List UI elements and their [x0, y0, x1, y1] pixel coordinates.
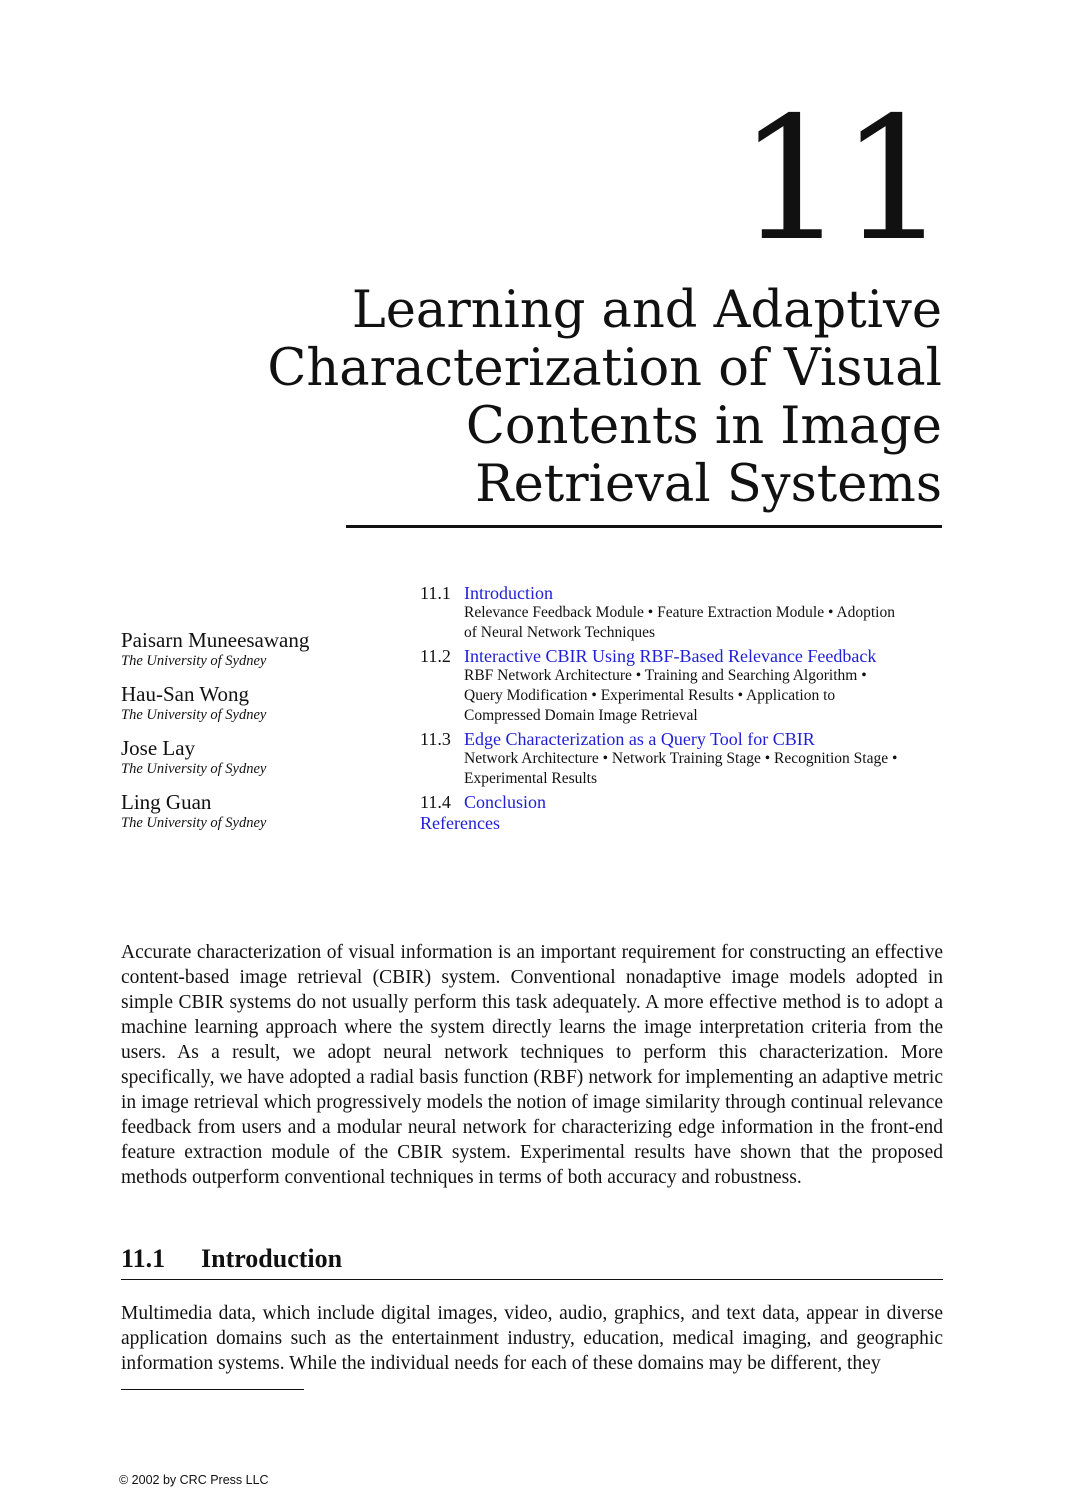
- toc-number: 11.3: [420, 729, 451, 749]
- author-name: Hau-San Wong: [121, 682, 249, 706]
- chapter-number: 11: [737, 81, 942, 279]
- section-number: 11.1: [121, 1244, 166, 1273]
- author-name: Jose Lay: [121, 736, 196, 760]
- author-affiliation: The University of Sydney: [121, 761, 267, 777]
- author-entry: [121, 628, 401, 670]
- chapter-title: Learning and Adaptive Characterization of Visual Contents in Image Retrieval Systems: [267, 281, 942, 514]
- toc-entry: [420, 729, 900, 792]
- toc-link-introduction[interactable]: Introduction: [464, 583, 553, 603]
- footnote-rule: [121, 1389, 304, 1390]
- chapter-contents: [420, 583, 900, 834]
- toc-subtopics: Network Architecture • Network Training Stage • Recognition Stage • Experimental Results: [464, 750, 898, 787]
- section-paragraph: Multimedia data, which include digital images, video, audio, graphics, and text data, appear in diverse application domains such as the entertainment industry, education, medical imaging, and geographic information systems. While the individual needs for each of these domains may be different, they: [121, 1303, 943, 1374]
- section-title: Introduction: [201, 1244, 343, 1273]
- copyright-notice: © 2002 by CRC Press LLC: [119, 1473, 269, 1487]
- author-entry: [121, 790, 401, 832]
- section-heading: [121, 1244, 943, 1274]
- author-affiliation: The University of Sydney: [121, 707, 267, 723]
- author-entry: [121, 682, 401, 724]
- author-name: Ling Guan: [121, 790, 212, 814]
- toc-link-edge-characterization[interactable]: Edge Characterization as a Query Tool for CBIR: [464, 729, 815, 749]
- toc-subtopics: RBF Network Architecture • Training and Searching Algorithm • Query Modification • Experimental Results • Application to Compressed Domain Image Retrieval: [464, 667, 867, 724]
- toc-link-references[interactable]: References: [420, 813, 500, 833]
- title-rule: [346, 525, 942, 528]
- toc-number: 11.2: [420, 646, 451, 666]
- toc-link-conclusion[interactable]: Conclusion: [464, 792, 547, 812]
- toc-number: 11.4: [420, 792, 451, 812]
- toc-entry: [420, 583, 900, 646]
- section-rule: [121, 1279, 943, 1280]
- author-name: Paisarn Muneesawang: [121, 628, 310, 652]
- toc-entry: [420, 646, 900, 729]
- toc-number: 11.1: [420, 583, 451, 603]
- author-affiliation: The University of Sydney: [121, 815, 267, 831]
- toc-subtopics: Relevance Feedback Module • Feature Extraction Module • Adoption of Neural Network Techniques: [464, 604, 895, 641]
- toc-link-interactive-cbir[interactable]: Interactive CBIR Using RBF-Based Relevance Feedback: [464, 646, 877, 666]
- chapter-abstract: Accurate characterization of visual information is an important requirement for constructing an effective content-based image retrieval (CBIR) system. Conventional nonadaptive image models adopted in simple CBIR systems do not usually perform this task adequately. A more effective method is to adopt a machine learning approach where the system directly learns the image interpretation criteria from the users. As a result, we adopt neural network techniques to perform this characterization. More specifically, we have adopted a radial basis function (RBF) network for implementing an adaptive metric in image retrieval which progressively models the notion of image similarity through continual relevance feedback from users and a modular neural network for characterizing edge information in the front-end feature extraction module of the CBIR system. Experimental results have shown that the proposed methods outperform conventional techniques in terms of both accuracy and robustness.: [121, 942, 943, 1188]
- toc-entry: [420, 792, 900, 812]
- author-list: [121, 628, 401, 844]
- author-entry: [121, 736, 401, 778]
- author-affiliation: The University of Sydney: [121, 653, 267, 669]
